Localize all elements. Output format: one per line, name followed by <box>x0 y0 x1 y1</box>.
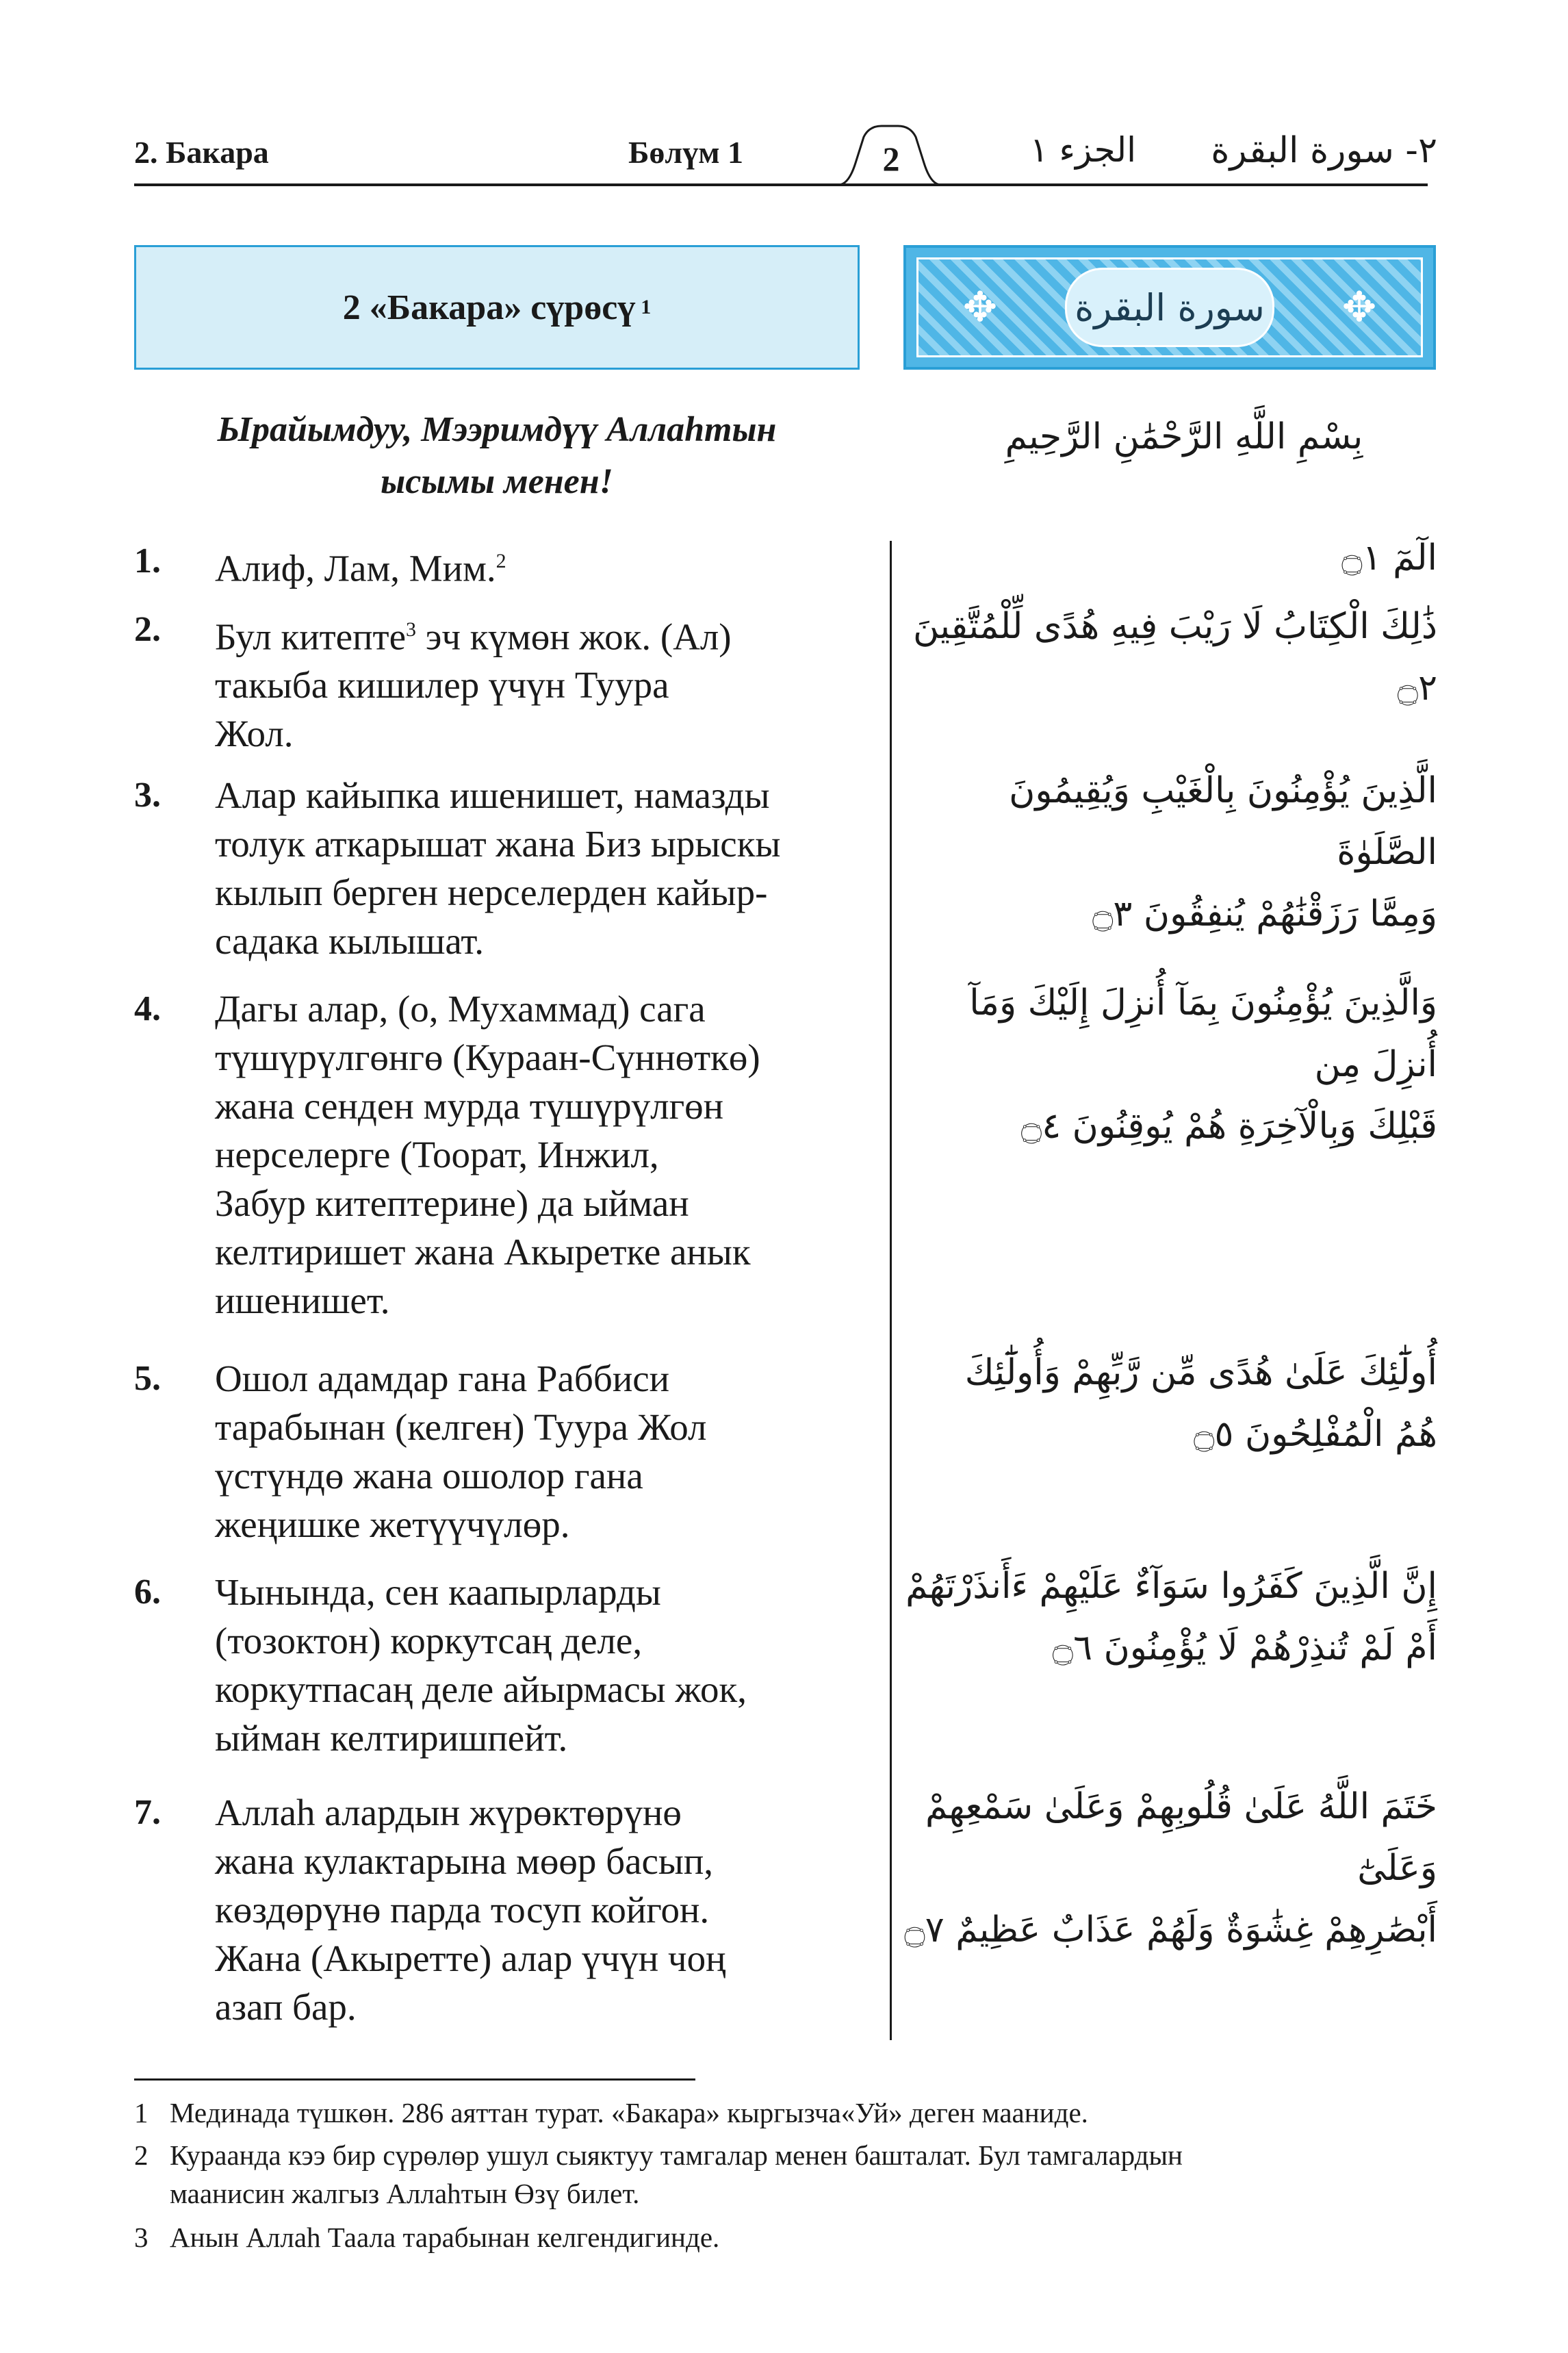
footnote-rule <box>134 2078 695 2081</box>
arabic-line: الَّذِينَ يُؤْمِنُونَ بِالْغَيْبِ وَيُقِيمُونَ الصَّلَوٰةَ <box>1009 770 1437 873</box>
verse-line: Дагы алар, (о, Мухаммад) сага <box>215 988 706 1030</box>
header-surah-title: 2. Бакара <box>134 135 269 170</box>
verse-line: Ошол адамдар гана Раббиси <box>215 1358 670 1399</box>
header-rule <box>134 183 1428 186</box>
verse-line: ишенишет. <box>215 1280 390 1321</box>
footnote <box>134 2136 1435 2213</box>
verse-translation <box>215 1788 886 2031</box>
basmala-arabic: بِسْمِ اللَّهِ الرَّحْمَٰنِ الرَّحِيمِ <box>1005 416 1363 457</box>
verse-line: жеңишке жетүүчүлөр. <box>215 1503 570 1545</box>
arabic-line: قَبْلِكَ وَبِالْآخِرَةِ هُمْ يُوقِنُونَ ۝٤ <box>1020 1106 1437 1147</box>
verse-translation <box>215 1568 886 1762</box>
header-surah-arabic: ٢- سورة البقرة <box>1211 130 1437 171</box>
ornament-surah-name: سورة البقرة <box>1075 285 1265 329</box>
verse-number: 5. <box>134 1359 161 1398</box>
verse-line: толук аткарышат жана Биз ырыскы <box>215 823 781 865</box>
arabic-line: وَالَّذِينَ يُؤْمِنُونَ بِمَآ أُنزِلَ إِلَيْكَ وَمَآ أُنزِلَ مِن <box>969 982 1437 1085</box>
verse-line: Жана (Акыретте) алар үчүн чоң <box>215 1937 726 1979</box>
basmala-line: ысымы менен! <box>381 462 613 501</box>
verse-arabic <box>903 1555 1437 1679</box>
surah-title-footnote-mark: 1 <box>641 296 652 318</box>
verse-arabic <box>903 1776 1437 1961</box>
arabic-line: خَتَمَ اللَّهُ عَلَىٰ قُلُوبِهِمْ وَعَلَىٰ سَمْعِهِمْ وَعَلَىٰٓ <box>925 1786 1437 1889</box>
footnote-text: Анын Аллаһ Таала тарабынан келгендигинде. <box>170 2222 720 2253</box>
verse-line: түшүрүлгөнгө (Кураан-Сүннөткө) <box>215 1036 760 1078</box>
verse-line: үстүндө жана ошолор гана <box>215 1455 643 1497</box>
verse-number: 2. <box>134 610 161 649</box>
surah-ornament-banner <box>903 245 1436 370</box>
verse-line: нерселерге (Тоорат, Инжил, <box>215 1134 659 1175</box>
verse-line: Алиф, Лам, Мим. <box>215 547 496 589</box>
footnote-mark: 3 <box>405 618 416 641</box>
footnote-text: маанисин жалгыз Аллаһтын Өзү билет. <box>170 2178 640 2209</box>
verse-line: жана кулактарына мөөр басып, <box>215 1840 714 1882</box>
verse-number: 1. <box>134 542 161 581</box>
verse-line: Бул китепте$^3$ эч күмөн жок. (Ал) <box>215 615 732 658</box>
arabic-line: الٓمٓ ۝١ <box>1341 537 1437 578</box>
verse-arabic <box>903 527 1437 589</box>
verse-number: 7. <box>134 1793 161 1832</box>
verse-number: 3. <box>134 776 161 815</box>
arabic-line: أَبْصَٰرِهِمْ غِشَٰوَةٌ وَلَهُمْ عَذَابٌ عَظِيمٌ ۝٧ <box>904 1909 1437 1950</box>
verse-translation <box>215 537 886 592</box>
arabic-line: إِنَّ الَّذِينَ كَفَرُوا سَوَآءٌ عَلَيْهِمْ ءَأَنذَرْتَهُمْ <box>905 1566 1437 1607</box>
verse-translation <box>215 771 886 965</box>
verse-number: 4. <box>134 989 161 1028</box>
header-section-label: Бөлүм 1 <box>628 135 744 170</box>
verse-line: азап бар. <box>215 1986 357 2028</box>
verse-line: жана сенден мурда түшүрүлгөн <box>215 1085 724 1127</box>
verse-line: тарабынан (келген) Туура Жол <box>215 1406 707 1448</box>
footnote-text: Кураанда кээ бир сүрөлөр ушул сыяктуу тамгалар менен башталат. Бул тамгалардын <box>170 2139 1183 2171</box>
verse-line: Забур китептерине) да ыйман <box>215 1182 689 1224</box>
arabic-line: هُمُ الْمُفْلِحُونَ ۝٥ <box>1194 1414 1437 1455</box>
footnote-number: 3 <box>134 2222 149 2253</box>
verse-line: такыба кишилер үчүн Туура <box>215 664 669 707</box>
arabic-line: ذَٰلِكَ الْكِتَابُ لَا رَيْبَ فِيهِ هُدًى لِّلْمُتَّقِينَ ۝٢ <box>912 606 1437 709</box>
verse-line: ыйман келтиришпейт. <box>215 1717 568 1759</box>
surah-title-text: 2 «Бакара» сүрөсү <box>342 288 636 327</box>
verse-line: Алар кайыпка ишенишет, намазды <box>215 774 770 816</box>
verse-arabic <box>903 760 1437 945</box>
arabic-line: أَمْ لَمْ تُنذِرْهُمْ لَا يُؤْمِنُونَ ۝٦ <box>1052 1627 1437 1668</box>
verse-line: көздөрүнө парда тосуп койгон. <box>215 1889 710 1931</box>
verse-line: Аллаһ алардын жүрөктөрүнө <box>215 1792 682 1833</box>
verse-line: Чынында, сен каапырларды <box>215 1571 661 1613</box>
footnote-number: 1 <box>134 2097 149 2128</box>
ornament-star-icon: ✥ <box>962 285 998 330</box>
basmala-line: Ырайымдуу, Мээримдүү Аллаһтын <box>217 410 777 449</box>
surah-title-box <box>134 245 860 370</box>
verse-arabic <box>903 972 1437 1157</box>
verse-translation <box>215 1354 886 1549</box>
arabic-line: أُولَٰٓئِكَ عَلَىٰ هُدًى مِّن رَّبِّهِمْ وَأُولَٰٓئِكَ <box>964 1352 1437 1393</box>
basmala-translation <box>134 404 860 508</box>
verse-line: садака кылышат. <box>215 920 485 962</box>
verse-translation <box>215 605 886 758</box>
verse-line: Жол. <box>215 713 294 755</box>
header-juz-arabic: الجزء ١ <box>1029 130 1136 170</box>
ornament-star-icon: ✥ <box>1341 285 1377 330</box>
footnote-text: Мединада түшкөн. 286 аяттан турат. «Бакара» кыргызча«Уй» деген мааниде. <box>170 2097 1088 2128</box>
column-divider <box>890 541 892 2040</box>
arabic-line: وَمِمَّا رَزَقْنَٰهُمْ يُنفِقُونَ ۝٣ <box>1092 893 1437 934</box>
verse-arabic <box>903 596 1437 719</box>
verse-number: 6. <box>134 1573 161 1612</box>
verse-arabic <box>903 1342 1437 1465</box>
footnote-number: 2 <box>134 2139 149 2171</box>
verse-line: коркутпасаң деле айырмасы жок, <box>215 1668 747 1710</box>
verse-line: (тозоктон) коркутсаң деле, <box>215 1620 643 1662</box>
footnote <box>134 2094 1435 2132</box>
ornament-pattern <box>916 257 1423 357</box>
verse-line: кылып берген нерселерден кайыр- <box>215 872 768 913</box>
footnote <box>134 2218 1435 2256</box>
footnote-mark: 2 <box>496 550 506 572</box>
page-number: 2 <box>882 140 900 178</box>
verse-line: келтиришет жана Акыретке анык <box>215 1231 751 1273</box>
verse-translation <box>215 984 886 1325</box>
ornament-cartouche <box>1065 268 1274 347</box>
